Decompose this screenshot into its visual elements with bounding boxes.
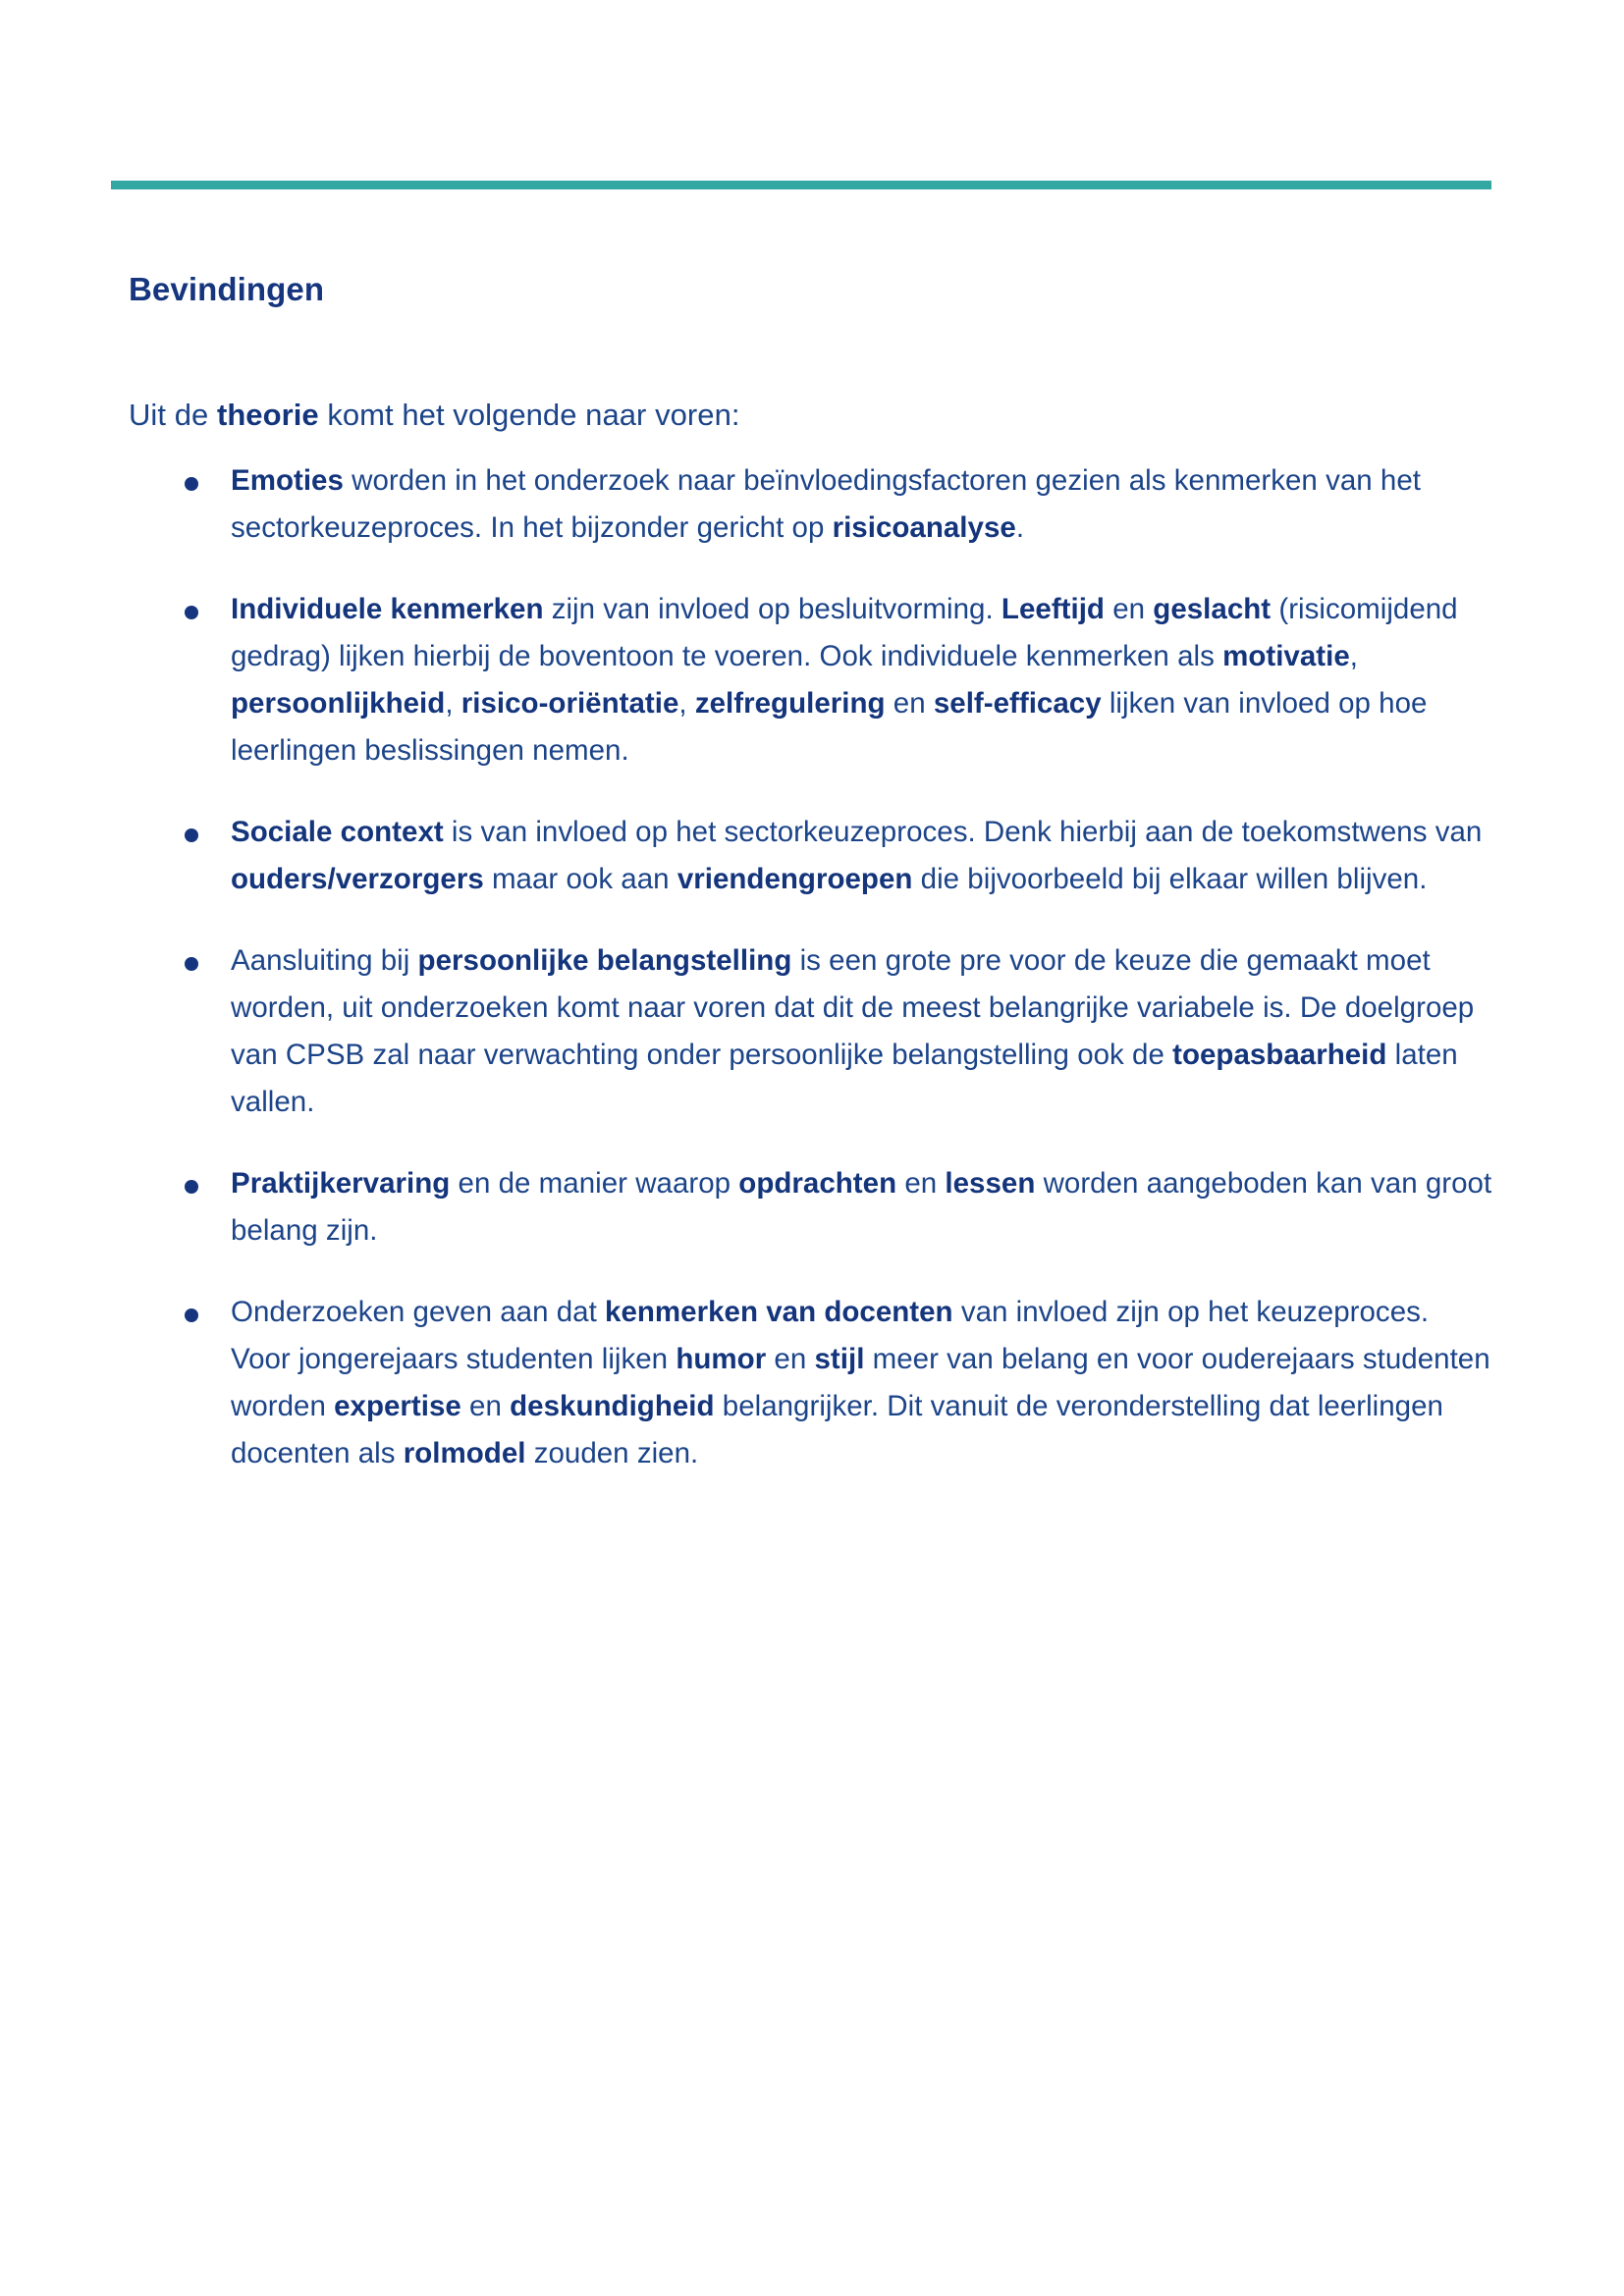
list-item [0,457,1624,552]
list-item [0,1289,1624,1477]
header-rule-divider [111,181,1491,189]
emphasis-term: opdrachten [738,1167,897,1200]
bullet-dot-icon [185,1308,198,1322]
emphasis-term: motivatie [1222,640,1350,672]
findings-list [0,457,1624,1512]
emphasis-term: kenmerken van docenten [605,1296,953,1328]
emphasis-term: Praktijkervaring [231,1167,451,1200]
emphasis-term: toepasbaarheid [1172,1039,1387,1071]
bullet-dot-icon [185,606,198,619]
emphasis-term: geslacht [1153,593,1272,625]
emphasis-term: self-efficacy [933,687,1102,720]
intro-bold-term: theorie [216,398,319,432]
emphasis-term: vriendengroepen [677,863,913,895]
bullet-dot-icon [185,828,198,842]
emphasis-term: rolmodel [403,1437,526,1469]
list-item-text: Individuele kenmerken zijn van invloed op besluitvorming. Leeftijd en geslacht (risicomijdend gedrag) lijken hierbij de boventoon te voeren. Ook individuele kenmerken als motivatie, persoonlijkheid, risico-oriëntatie, zelfregulering en self-efficacy lijken van invloed op hoe leerlingen beslissingen nemen. [231,593,1458,767]
list-item [0,1160,1624,1255]
list-item-text: Praktijkervaring en de manier waarop opdrachten en lessen worden aangeboden kan van groot belang zijn. [231,1167,1492,1247]
list-item-text: Aansluiting bij persoonlijke belangstelling is een grote pre voor de keuze die gemaakt moet worden, uit onderzoeken komt naar voren dat dit de meest belangrijke variabele is. De doelgroep van CPSB zal naar verwachting onder persoonlijke belangstelling ook de toepasbaarheid laten vallen. [231,944,1475,1118]
bullet-dot-icon [185,1180,198,1194]
emphasis-term: persoonlijke belangstelling [417,944,792,977]
emphasis-term: humor [676,1343,767,1375]
emphasis-term: risico-oriëntatie [460,687,679,720]
emphasis-term: deskundigheid [510,1390,715,1422]
emphasis-term: Sociale context [231,816,444,848]
emphasis-term: Individuele kenmerken [231,593,544,625]
emphasis-term: stijl [814,1343,865,1375]
emphasis-term: expertise [334,1390,461,1422]
emphasis-term: zelfregulering [694,687,886,720]
list-item-text: Sociale context is van invloed op het sectorkeuzeproces. Denk hierbij aan de toekomstwens van ouders/verzorgers maar ook aan vriendengroepen die bijvoorbeeld bij elkaar willen blijven. [231,816,1483,895]
list-item-text: Emoties worden in het onderzoek naar beïnvloedingsfactoren gezien als kenmerken van het sectorkeuzeproces. In het bijzonder gericht op risicoanalyse. [231,464,1421,544]
emphasis-term: Leeftijd [1001,593,1105,625]
emphasis-term: persoonlijkheid [231,687,446,720]
list-item [0,937,1624,1126]
emphasis-term: ouders/verzorgers [231,863,484,895]
bullet-dot-icon [185,477,198,491]
list-item [0,809,1624,903]
list-item [0,586,1624,774]
emphasis-term: Emoties [231,464,344,497]
emphasis-term: risicoanalyse [832,511,1016,544]
intro-paragraph [129,398,740,433]
bullet-dot-icon [185,957,198,971]
list-item-text: Onderzoeken geven aan dat kenmerken van docenten van invloed zijn op het keuzeproces. Voor jongerejaars studenten lijken humor en stijl meer van belang en voor ouderejaars studenten worden expertise en deskundigheid belangrijker. Dit vanuit de veronderstelling dat leerlingen docenten als rolmodel zouden zien. [231,1296,1490,1469]
emphasis-term: lessen [945,1167,1036,1200]
page-title: Bevindingen [129,271,325,308]
intro-text-after: komt het volgende naar voren: [318,398,740,432]
intro-text-before: Uit de [129,398,217,432]
